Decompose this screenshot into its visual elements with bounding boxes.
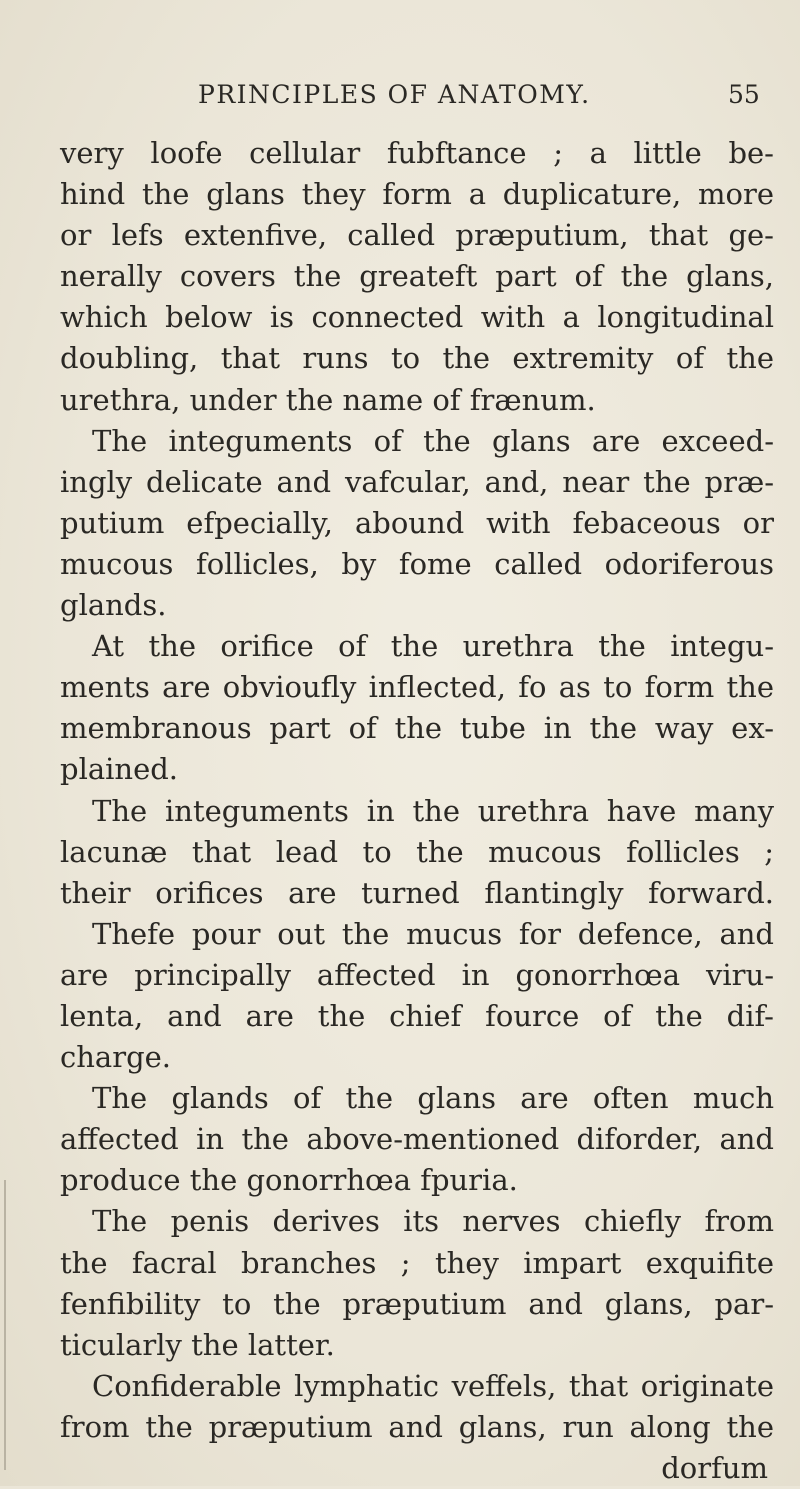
text-line: which below is connected with a longitudinal xyxy=(60,300,774,335)
binding-edge-shadow xyxy=(4,1180,6,1470)
text-line: glands. xyxy=(60,588,167,623)
text-line: the facral branches ; they impart exquifite xyxy=(60,1245,774,1280)
text-line: urethra, under the name of frænum. xyxy=(60,382,596,417)
text-line: At the orifice of the urethra the integu- xyxy=(92,629,774,664)
text-line: ticularly the latter. xyxy=(60,1327,335,1362)
text-line: produce the gonorrhœa fpuria. xyxy=(60,1163,518,1198)
text-line: fenfibility to the præputium and glans, par- xyxy=(60,1286,774,1321)
text-line: The integuments of the glans are exceed- xyxy=(92,423,774,458)
body-text xyxy=(60,133,774,1489)
page-header xyxy=(0,80,800,114)
text-line: charge. xyxy=(60,1040,172,1075)
running-head: PRINCIPLES OF ANATOMY. xyxy=(198,80,591,109)
text-line: mucous follicles, by fome called odoriferous xyxy=(60,546,774,581)
text-line: Confiderable lymphatic veffels, that originate xyxy=(92,1368,774,1403)
text-line: from the præputium and glans, run along the xyxy=(60,1409,774,1444)
text-line: membranous part of the tube in the way ex- xyxy=(60,711,774,746)
text-line: hind the glans they form a duplicature, more xyxy=(60,177,774,212)
catchword: dorfum xyxy=(661,1451,768,1485)
text-line: Thefe pour out the mucus for defence, and xyxy=(92,916,774,951)
text-line: lacunæ that lead to the mucous follicles ; xyxy=(60,834,774,869)
page-number: 55 xyxy=(728,80,760,109)
text-line: affected in the above-mentioned diforder, and xyxy=(60,1122,774,1157)
text-line: doubling, that runs to the extremity of the xyxy=(60,341,774,376)
text-line: ments are obvioufly inflected, fo as to form the xyxy=(60,670,774,705)
text-line: plained. xyxy=(60,752,179,787)
text-line: nerally covers the greateft part of the glans, xyxy=(60,259,774,294)
text-line: putium efpecially, abound with febaceous or xyxy=(60,505,774,540)
text-line: ingly delicate and vafcular, and, near the præ- xyxy=(60,464,774,499)
text-line: are principally affected in gonorrhœa viru- xyxy=(60,957,774,992)
text-line: or lefs extenfive, called præputium, that ge- xyxy=(60,218,774,253)
text-line: lenta, and are the chief fource of the dif- xyxy=(60,998,774,1033)
text-line: very loofe cellular fubftance ; a little be- xyxy=(60,136,774,170)
text-line: The penis derives its nerves chiefly from xyxy=(92,1204,774,1239)
text-line: The integuments in the urethra have many xyxy=(92,793,774,828)
text-line: The glands of the glans are often much xyxy=(92,1081,774,1116)
text-line: their orifices are turned flantingly forward. xyxy=(60,875,774,910)
